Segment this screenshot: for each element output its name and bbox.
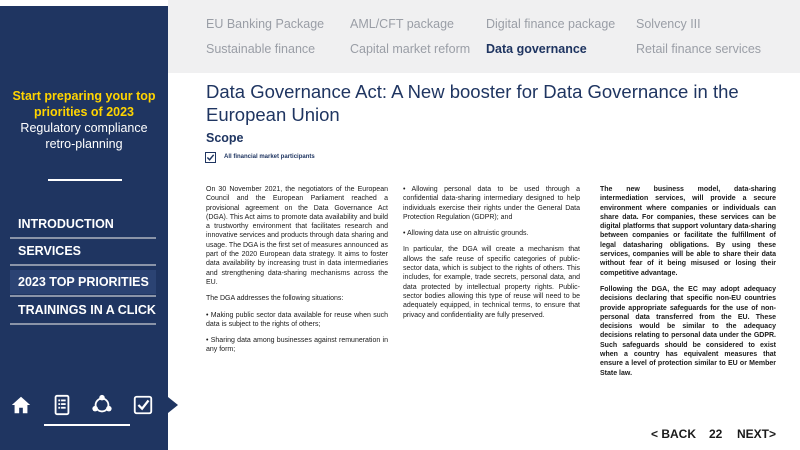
network-icon[interactable] xyxy=(89,392,115,418)
promo-divider xyxy=(48,179,122,181)
sidebar-item-label: 2023 TOP PRIORITIES xyxy=(18,275,149,289)
tab-digital-finance[interactable]: Digital finance package xyxy=(486,17,616,31)
divider xyxy=(10,264,156,266)
paragraph: The DGA addresses the following situations: xyxy=(206,295,344,303)
tab-retail-finance[interactable]: Retail finance services xyxy=(636,42,762,56)
paragraph: The new business model, data-sharing intermediation services, will provide a secure environment where companies or individuals can share data. For companies, these services can be digital platforms that support voluntary data-sharing between companies or facilitate the fulfillment of legal datasharing obligations. By using these services, companies will be able to share their data without fear of it being misused or losing their competitive advantage. xyxy=(600,186,776,277)
tab-solvency[interactable]: Solvency III xyxy=(636,17,701,31)
sidebar-pointer xyxy=(168,397,178,413)
sidebar-top-strip xyxy=(0,0,168,6)
scope-checkbox[interactable] xyxy=(205,152,216,163)
text-column-3 xyxy=(600,185,776,385)
next-button[interactable]: NEXT> xyxy=(737,427,777,441)
promo-subtitle: Regulatory compliance retro-planning xyxy=(20,121,148,151)
icon-underline xyxy=(44,424,130,426)
scope-checkbox-label: All financial market participants xyxy=(224,154,315,160)
sidebar-item-services[interactable] xyxy=(10,239,156,263)
divider xyxy=(10,295,156,297)
checklist-icon[interactable] xyxy=(130,392,156,418)
sidebar-item-trainings[interactable] xyxy=(10,298,156,322)
paragraph: Following the DGA, the EC may adopt adequacy decisions declaring that specific non-EU countries provide appropriate safeguards for the use of non-personal data transferred from the EU. These decisions would be similar to the adequacy decisions relating to personal data under the GDPR. Such safeguards should be considered to exist when a country has equivalent measures that ensure a level of protection similar to EU or Member State law. xyxy=(600,285,776,377)
sidebar-item-label: TRAININGS IN A CLICK xyxy=(18,303,156,317)
sidebar-item-label: SERVICES xyxy=(18,244,81,258)
text-column-2 xyxy=(403,185,580,327)
sidebar-item-label: INTRODUCTION xyxy=(18,217,114,231)
tab-sustainable-finance[interactable]: Sustainable finance xyxy=(206,42,316,56)
document-icon[interactable] xyxy=(49,392,75,418)
paragraph: In particular, the DGA will create a mechanism that allows the safe reuse of specific categories of public-sector data, which is subject to the rights of others. This includes, for example, trade secrets, personal data, and data protected by intellectual property rights. Public-sector bodies allowing this type of reuse will need to be adequately equipped, in technical terms, to ensure that privacy and confidentiality are fully preserved. xyxy=(403,246,580,319)
check-icon xyxy=(206,153,215,162)
sidebar-item-introduction[interactable] xyxy=(10,212,156,236)
icon-toolbar xyxy=(0,388,168,428)
page-title: Data Governance Act: A New booster for Data Governance in the European Union xyxy=(206,81,739,125)
back-button[interactable]: < BACK xyxy=(651,427,697,441)
divider xyxy=(10,323,156,325)
home-icon[interactable] xyxy=(8,392,34,418)
tab-data-governance[interactable]: Data governance xyxy=(486,42,587,56)
top-navigation xyxy=(168,0,800,73)
sidebar-item-top-priorities[interactable] xyxy=(10,270,156,294)
paragraph: • Sharing data among businesses against remuneration in any form; xyxy=(206,337,388,354)
sidebar xyxy=(0,0,168,450)
text-column-1 xyxy=(206,185,388,362)
paragraph: • Making public sector data available for reuse when such data is subject to the rights of others; xyxy=(206,311,388,328)
scope-heading: Scope xyxy=(206,131,244,145)
paragraph: On 30 November 2021, the negotiators of the European Council and the European Parliament reached a provisional agreement on the Data Governance Act (DGA). This Act aims to promote data availability and build a trustworthy environment that facilitates research and innovative services and products through data sharing and usage. The DGA is the first set of measures announced as part of the 2020 European data strategy. It aims to foster data availability by increasing trust in data intermediaries and strengthening data-sharing mechanisms across the EU. xyxy=(206,186,388,286)
tab-eu-banking[interactable]: EU Banking Package xyxy=(206,17,325,31)
promo-highlight: Start preparing your top priorities of 2023 xyxy=(12,89,156,119)
paragraph: • Allowing data use on altruistic grounds. xyxy=(403,230,529,238)
promo-block[interactable] xyxy=(8,88,160,152)
page-number: 22 xyxy=(709,427,723,441)
tab-aml-cft[interactable]: AML/CFT package xyxy=(350,17,454,31)
paragraph: • Allowing personal data to be used through a confidential data-sharing intermediary designed to help individuals exercise their rights under the General Data Protection Regulation (GDPR); and xyxy=(403,186,580,221)
tab-capital-market[interactable]: Capital market reform xyxy=(350,42,471,56)
